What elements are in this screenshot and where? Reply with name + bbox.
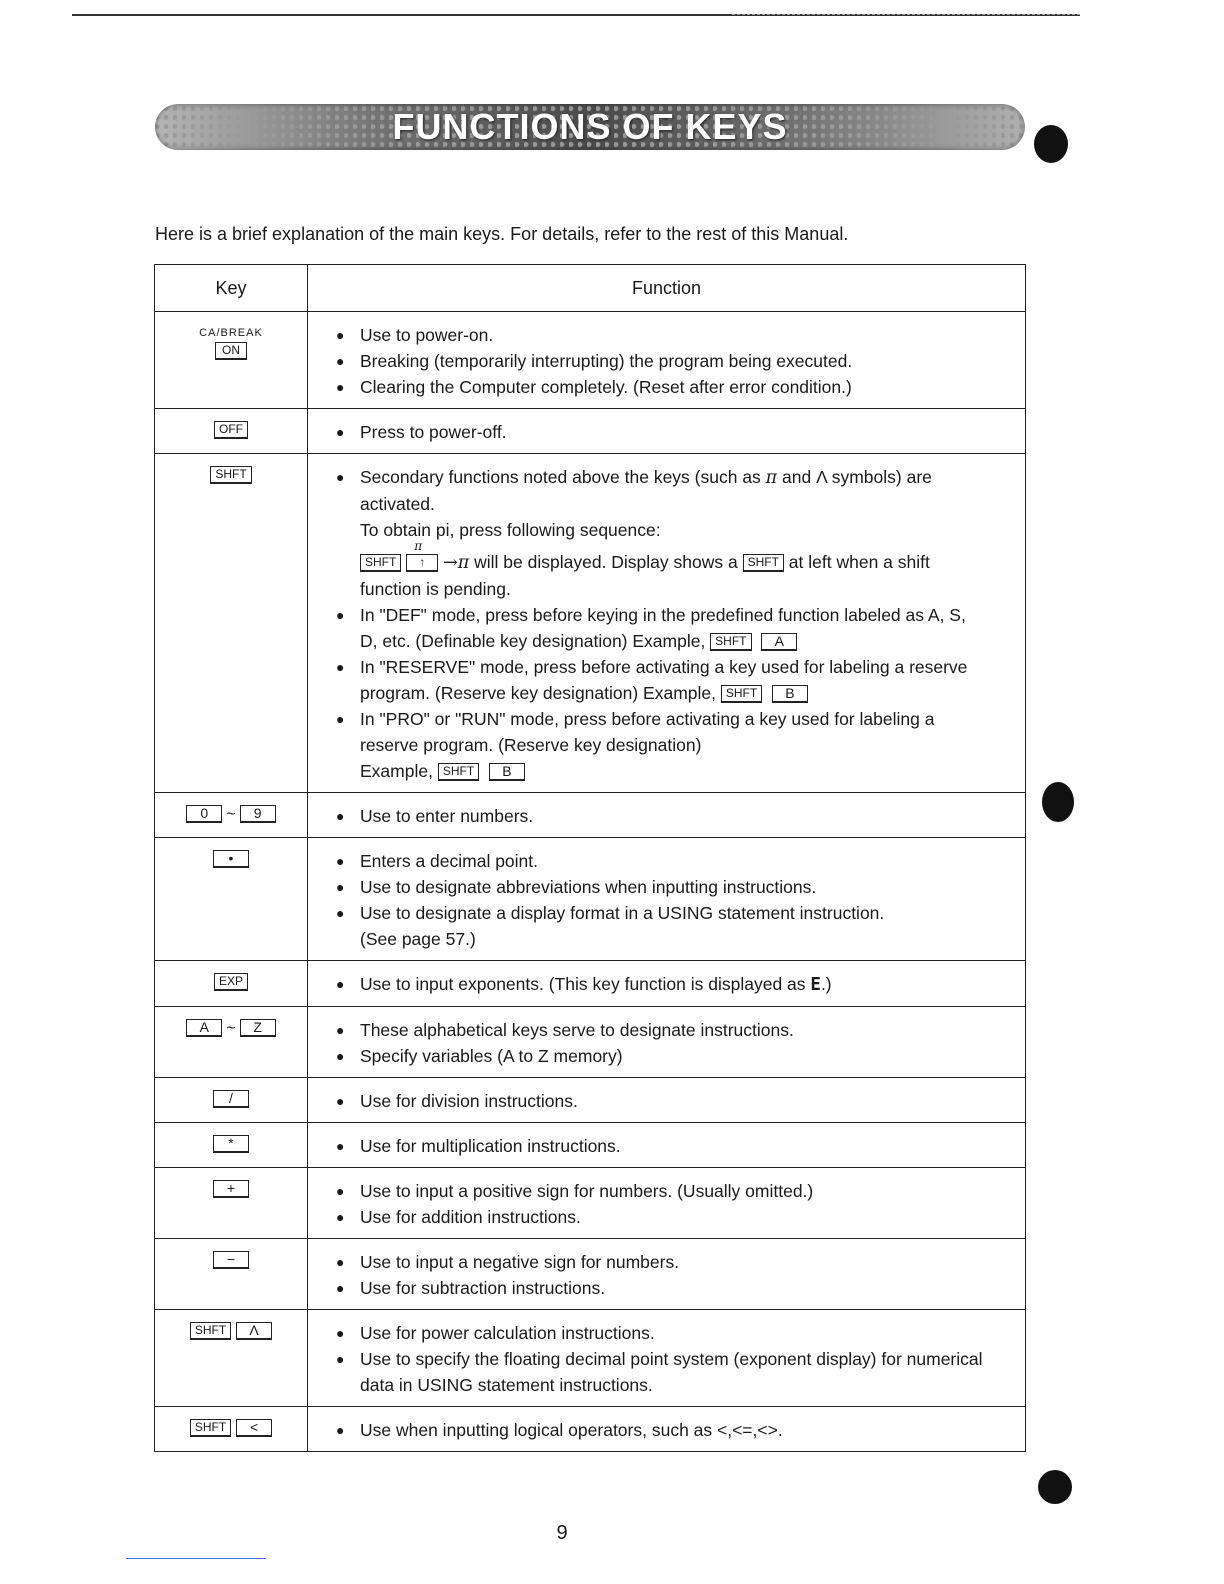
text-span: will be displayed. Display shows a xyxy=(469,552,743,572)
list-item: ● Use for addition instructions. xyxy=(336,1204,987,1230)
key-cell xyxy=(155,312,308,409)
list-item: ● Use to power-on. xyxy=(336,322,987,348)
table-row xyxy=(155,1310,1026,1407)
function-cell xyxy=(308,1123,1026,1168)
list-item xyxy=(336,706,987,784)
table-row xyxy=(155,409,1026,454)
table-row xyxy=(155,1123,1026,1168)
key-cell xyxy=(155,1239,308,1310)
margin-dot-icon xyxy=(1042,782,1074,822)
key-cell xyxy=(155,1007,308,1078)
zero-key-icon: 0 xyxy=(186,805,222,823)
shift-key-icon: SHFT xyxy=(360,554,401,572)
list-item: ● Use to input a negative sign for numbers. xyxy=(336,1249,987,1275)
function-cell xyxy=(308,838,1026,961)
table-row xyxy=(155,1168,1026,1239)
text-span: and xyxy=(777,467,817,487)
function-cell xyxy=(308,1078,1026,1123)
caret-key-icon: Λ xyxy=(236,1322,272,1340)
key-cell xyxy=(155,1168,308,1239)
shift-key-icon: SHFT xyxy=(190,1322,231,1340)
table-header xyxy=(155,265,1026,312)
sequence-line xyxy=(360,539,987,602)
list-item xyxy=(336,464,987,602)
list-item: ● Use to specify the floating decimal point system (exponent display) for numerical data in USING statement instructions. xyxy=(336,1346,987,1398)
text-span: In "PRO" or "RUN" mode, press before activating a key used for labeling a reserve program. (Reserve key designation) xyxy=(360,709,935,755)
intro-text: Here is a brief explanation of the main keys. For details, refer to the rest of this Manual. xyxy=(155,224,849,244)
list-item: ● Use to input a positive sign for numbers. (Usually omitted.) xyxy=(336,1178,987,1204)
text-line: To obtain pi, press following sequence: xyxy=(360,520,661,540)
arrow-pi: →π xyxy=(443,553,470,573)
key-cell xyxy=(155,1310,308,1407)
top-rule xyxy=(72,14,1080,16)
key-cell xyxy=(155,1407,308,1452)
up-key-stack xyxy=(406,539,438,575)
table-row xyxy=(155,961,1026,1007)
key-cell xyxy=(155,409,308,454)
table-row xyxy=(155,454,1026,793)
text-span: Example, xyxy=(360,761,438,781)
function-cell xyxy=(308,961,1026,1007)
e-display-symbol: E xyxy=(810,975,821,995)
table-row xyxy=(155,1078,1026,1123)
list-item: ● Use when inputting logical operators, such as <,<=,<>. xyxy=(336,1417,987,1443)
shift-key-icon: SHFT xyxy=(438,763,479,781)
text-span: Secondary functions noted above the keys (such as xyxy=(360,467,766,487)
minus-key-icon: − xyxy=(213,1251,249,1269)
on-key-icon: ON xyxy=(215,342,247,360)
tilde: ~ xyxy=(226,806,236,823)
text-span: symbols) are activated. xyxy=(360,467,932,514)
header-key: Key xyxy=(155,265,308,312)
caret-symbol: Λ xyxy=(816,467,827,487)
function-cell xyxy=(308,1407,1026,1452)
function-cell xyxy=(308,454,1026,793)
list-item: ● Use to designate a display format in a USING statement instruction. xyxy=(336,900,987,926)
exp-key-icon: EXP xyxy=(214,973,248,991)
key-cell xyxy=(155,454,308,793)
pi-symbol: π xyxy=(414,539,423,553)
table-row xyxy=(155,793,1026,838)
function-cell xyxy=(308,409,1026,454)
list-item: ● Specify variables (A to Z memory) xyxy=(336,1043,987,1069)
list-item: ● Use for power calculation instructions. xyxy=(336,1320,987,1346)
z-key-icon: Z xyxy=(240,1019,276,1037)
plus-key-icon: + xyxy=(213,1180,249,1198)
text-span: In "RESERVE" mode, press before activating a key used for labeling a reserve program. (Reserve key designation) Example, xyxy=(360,657,968,703)
keys-table xyxy=(154,264,1026,1452)
list-item xyxy=(336,602,987,654)
function-cell xyxy=(308,1007,1026,1078)
list-item: ● Press to power-off. xyxy=(336,419,987,445)
text-span: Use to input exponents. (This key function is displayed as xyxy=(360,974,811,994)
bottom-rule xyxy=(126,1558,266,1559)
function-cell xyxy=(308,793,1026,838)
text-span: at left when a shift function is pending. xyxy=(360,552,930,599)
list-item: ● Enters a decimal point. xyxy=(336,848,987,874)
multiply-key-icon: * xyxy=(213,1135,249,1153)
shift-key-icon: SHFT xyxy=(190,1419,231,1437)
text-span: In "DEF" mode, press before keying in the predefined function labeled as A, S, D, etc. (Definable key designation) Example, xyxy=(360,605,966,651)
list-item: ● Use for subtraction instructions. xyxy=(336,1275,987,1301)
page-number: 9 xyxy=(556,1522,568,1544)
margin-dot-icon xyxy=(1034,125,1068,163)
key-caption: CA/BREAK xyxy=(199,327,263,339)
page-reference: (See page 57.) xyxy=(360,929,476,949)
function-cell xyxy=(308,1239,1026,1310)
list-item: ● Use for division instructions. xyxy=(336,1088,987,1114)
table-row xyxy=(155,1007,1026,1078)
up-key-icon: ↑ xyxy=(406,554,438,572)
text-span: .) xyxy=(820,974,832,994)
divide-key-icon: / xyxy=(213,1090,249,1108)
function-cell xyxy=(308,1310,1026,1407)
table-row xyxy=(155,1407,1026,1452)
a-key-icon: A xyxy=(761,633,797,651)
b-key-icon: B xyxy=(489,763,525,781)
title-banner xyxy=(155,104,1025,150)
b-key-icon: B xyxy=(772,685,808,703)
list-item: ● Use for multiplication instructions. xyxy=(336,1133,987,1159)
list-item: ● These alphabetical keys serve to designate instructions. xyxy=(336,1017,987,1043)
list-item xyxy=(336,971,987,998)
off-key-icon: OFF xyxy=(214,421,248,439)
key-cell xyxy=(155,1123,308,1168)
pi-symbol: π xyxy=(765,468,778,488)
list-item: ● Breaking (temporarily interrupting) the program being executed. xyxy=(336,348,987,374)
page-title: FUNCTIONS OF KEYS xyxy=(392,106,788,147)
margin-dot-icon xyxy=(1038,1470,1072,1504)
key-cell xyxy=(155,838,308,961)
key-cell xyxy=(155,961,308,1007)
key-cell xyxy=(155,1078,308,1123)
header-function: Function xyxy=(308,265,1026,312)
list-item: ● Clearing the Computer completely. (Reset after error condition.) xyxy=(336,374,987,400)
table-row xyxy=(155,312,1026,409)
list-item: ● Use to enter numbers. xyxy=(336,803,987,829)
less-than-key-icon: < xyxy=(236,1419,272,1437)
tilde: ~ xyxy=(226,1020,236,1037)
table-row xyxy=(155,1239,1026,1310)
shift-key-icon: SHFT xyxy=(710,633,751,651)
list-item: ● Use to designate abbreviations when inputting instructions. xyxy=(336,874,987,900)
shift-key-icon: SHFT xyxy=(210,466,251,484)
nine-key-icon: 9 xyxy=(240,805,276,823)
function-cell xyxy=(308,312,1026,409)
table-row xyxy=(155,838,1026,961)
key-cell xyxy=(155,793,308,838)
function-cell xyxy=(308,1168,1026,1239)
a-key-icon: A xyxy=(186,1019,222,1037)
list-item xyxy=(336,654,987,706)
decimal-point-key-icon: • xyxy=(213,850,249,868)
shift-key-icon: SHFT xyxy=(743,554,784,572)
shift-key-icon: SHFT xyxy=(721,685,762,703)
